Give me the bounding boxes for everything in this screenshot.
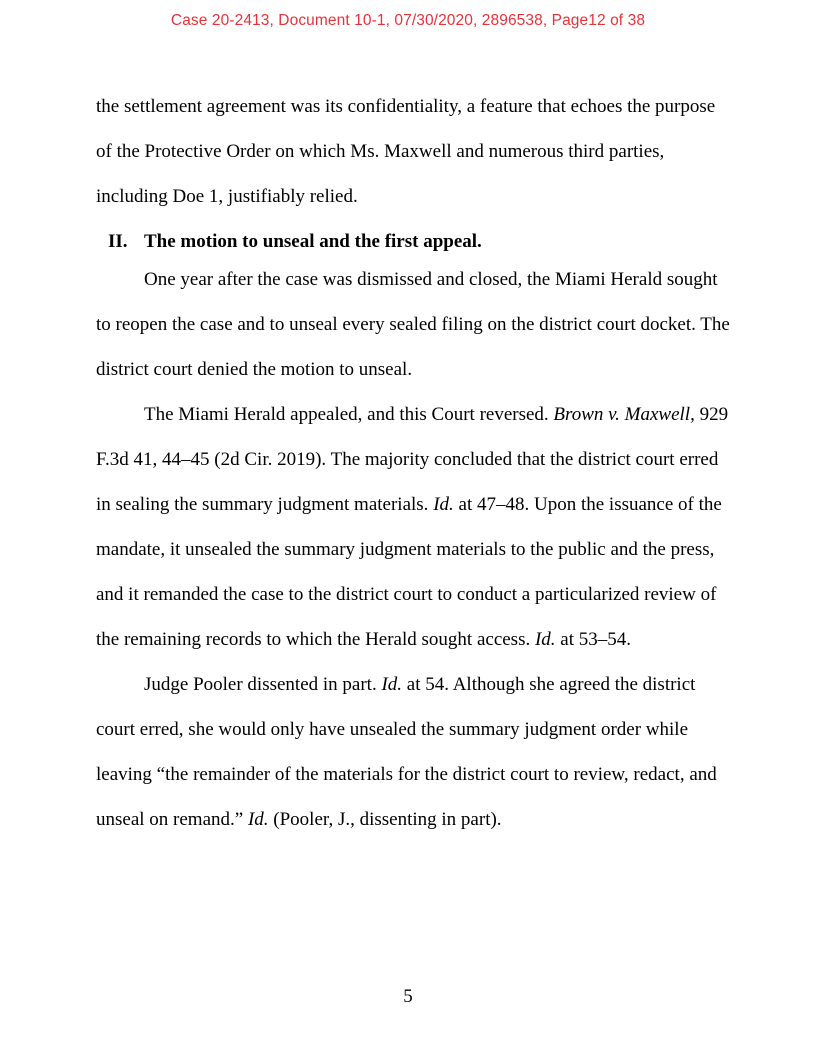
- paragraph-1-line-3: including Doe 1, justifiably relied.: [96, 186, 358, 207]
- paragraph-3-line-3: [96, 493, 722, 517]
- paragraph-2-line-2: to reopen the case and to unseal every sealed filing on the district court docket. The: [96, 314, 730, 335]
- paragraph-2-line-3: district court denied the motion to unseal.: [96, 359, 413, 380]
- paragraph-3-line-6: [96, 628, 631, 652]
- text-segment: The Miami Herald appealed, and this Court reversed.: [144, 404, 554, 425]
- paragraph-4-line-4: [96, 808, 502, 832]
- page-number: 5: [403, 986, 413, 1007]
- section-title: The motion to unseal and the first appeal.: [144, 231, 482, 252]
- text-segment: at 53–54.: [555, 629, 632, 650]
- paragraph-4-line-2: court erred, she would only have unsealed the summary judgment order while: [96, 719, 688, 740]
- case-header-stamp: Case 20-2413, Document 10-1, 07/30/2020, 2896538, Page12 of 38: [170, 12, 646, 29]
- paragraph-1-line-2: of the Protective Order on which Ms. Maxwell and numerous third parties,: [96, 141, 665, 162]
- text-segment: , 929: [690, 404, 729, 425]
- text-segment: at 54. Although she agreed the district: [402, 674, 696, 695]
- text-segment: unseal on remand.”: [96, 809, 248, 830]
- paragraph-2-line-1: One year after the case was dismissed and closed, the Miami Herald sought: [144, 269, 718, 290]
- case-citation: Brown v. Maxwell: [553, 404, 691, 425]
- id-citation: Id.: [247, 809, 269, 830]
- text-segment: Judge Pooler dissented in part.: [144, 674, 382, 695]
- paragraph-3-line-4: mandate, it unsealed the summary judgment materials to the public and the press,: [96, 539, 715, 560]
- paragraph-4-line-1: [144, 673, 695, 697]
- text-segment: (Pooler, J., dissenting in part).: [268, 809, 502, 830]
- paragraph-1-line-1: the settlement agreement was its confidentiality, a feature that echoes the purpose: [96, 96, 716, 117]
- id-citation: Id.: [381, 674, 403, 695]
- paragraph-3-line-5: and it remanded the case to the district court to conduct a particularized review of: [96, 584, 717, 605]
- paragraph-3-line-1: [144, 403, 728, 427]
- paragraph-3-line-2: F.3d 41, 44–45 (2d Cir. 2019). The majority concluded that the district court erred: [96, 449, 719, 470]
- id-citation: Id.: [433, 494, 454, 515]
- section-heading: [108, 230, 482, 254]
- text-segment: the remaining records to which the Herald sought access.: [96, 629, 535, 650]
- text-segment: in sealing the summary judgment materials.: [96, 494, 434, 515]
- paragraph-4-line-3: leaving “the remainder of the materials for the district court to review, redact, and: [96, 764, 717, 785]
- id-citation: Id.: [534, 629, 556, 650]
- text-segment: at 47–48. Upon the issuance of the: [453, 494, 722, 515]
- section-number: II.: [108, 231, 128, 252]
